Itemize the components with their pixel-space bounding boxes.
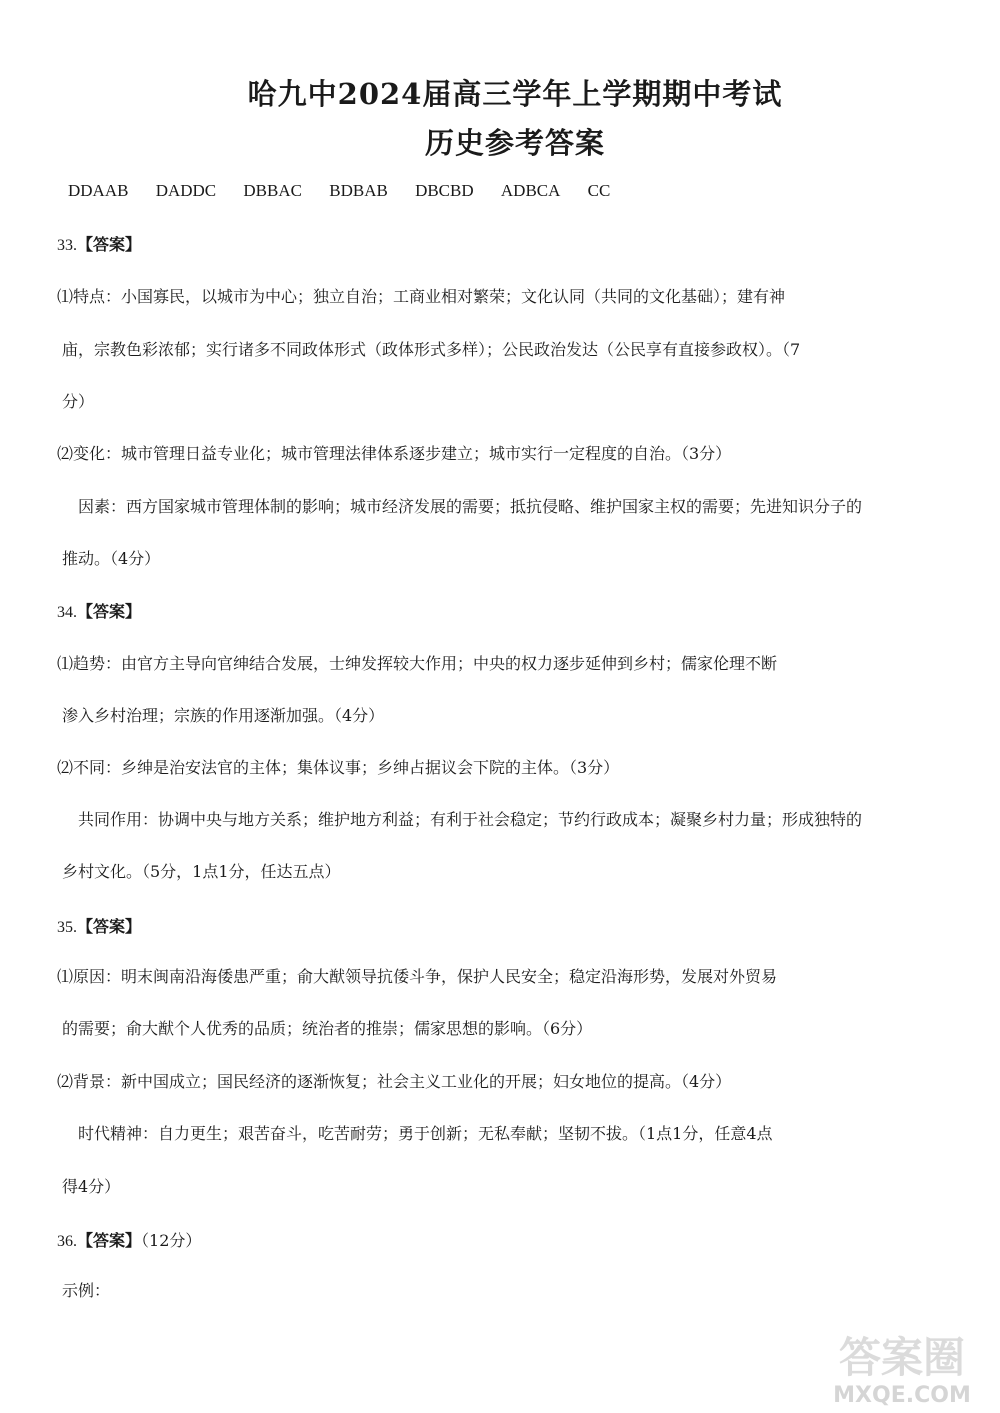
answer-line: 渗入乡村治理；宗族的作用逐渐加强。（4分） <box>62 706 385 725</box>
watermark-url: MXQE.COM <box>833 1383 971 1408</box>
answer-line: 的需要；俞大猷个人优秀的品质；统治者的推崇；儒家思想的影响。（6分） <box>62 1019 593 1038</box>
question-number: 35. <box>57 919 77 936</box>
answer-line: ⑵变化：城市管理日益专业化；城市管理法律体系逐步建立；城市实行一定程度的自治。（3分） <box>57 444 732 463</box>
score-note: （12分） <box>141 1231 202 1250</box>
page-title: 哈九中2024届高三学年上学期期中考试 <box>247 77 783 111</box>
answer-label: 【答案】 <box>77 917 142 936</box>
answer-line: 时代精神：自力更生；艰苦奋斗，吃苦耐劳；勇于创新；无私奉献；坚韧不拔。（1点1分，任意4点 <box>78 1124 773 1143</box>
watermark-logo <box>812 1322 992 1408</box>
answer-group: DADDC <box>155 181 217 200</box>
answer-line: ⑴原因：明末闽南沿海倭患严重；俞大猷领导抗倭斗争，保护人民安全；稳定沿海形势，发展对外贸易 <box>57 967 778 986</box>
page-subtitle: 历史参考答案 <box>424 126 605 160</box>
answer-line: ⑵背景：新中国成立；国民经济的逐渐恢复；社会主义工业化的开展；妇女地位的提高。（4分） <box>57 1072 732 1091</box>
answer-line: ⑵不同：乡绅是治安法官的主体；集体议事；乡绅占据议会下院的主体。（3分） <box>57 758 620 777</box>
answer-line: 分） <box>62 392 95 411</box>
answer-label: 【答案】 <box>77 1231 142 1250</box>
answer-group: CC <box>587 181 611 200</box>
answer-line: 推动。（4分） <box>62 549 161 568</box>
answer-group: BDBAB <box>329 181 388 200</box>
question-34-heading <box>57 599 141 622</box>
answer-line: ⑴特点：小国寡民，以城市为中心；独立自治；工商业相对繁荣；文化认同（共同的文化基础）；建有神 <box>57 287 786 306</box>
question-number: 36. <box>57 1233 77 1250</box>
answer-group: DDAAB <box>68 181 129 200</box>
watermark-brand: 答案圈 <box>838 1333 966 1382</box>
answer-line: 得4分） <box>62 1177 121 1196</box>
question-number: 34. <box>57 604 77 621</box>
answer-line: ⑴趋势：由官方主导向官绅结合发展，士绅发挥较大作用；中央的权力逐步延伸到乡村；儒家伦理不断 <box>57 654 778 673</box>
answer-group: DBBAC <box>243 181 302 200</box>
question-number: 33. <box>57 237 77 254</box>
answer-label: 【答案】 <box>77 602 142 621</box>
answer-line: 共同作用：协调中央与地方关系；维护地方利益；有利于社会稳定；节约行政成本；凝聚乡村力量；形成独特的 <box>78 810 863 829</box>
answer-line: 乡村文化。（5分，1点1分，任达五点） <box>62 862 341 881</box>
answer-label: 【答案】 <box>77 235 142 254</box>
question-33-heading <box>57 232 141 255</box>
answer-line: 因素：西方国家城市管理体制的影响；城市经济发展的需要；抵抗侵略、维护国家主权的需要；先进知识分子的 <box>78 497 863 516</box>
question-35-heading <box>57 914 141 937</box>
answer-group: DBCBD <box>415 181 474 200</box>
example-label: 示例： <box>62 1281 111 1300</box>
answer-group: ADBCA <box>500 181 561 200</box>
choice-answer-keys <box>68 181 633 201</box>
answer-line: 庙，宗教色彩浓郁；实行诸多不同政体形式（政体形式多样）；公民政治发达（公民享有直接参政权）。（7 <box>62 340 801 359</box>
question-36-heading <box>57 1228 201 1251</box>
